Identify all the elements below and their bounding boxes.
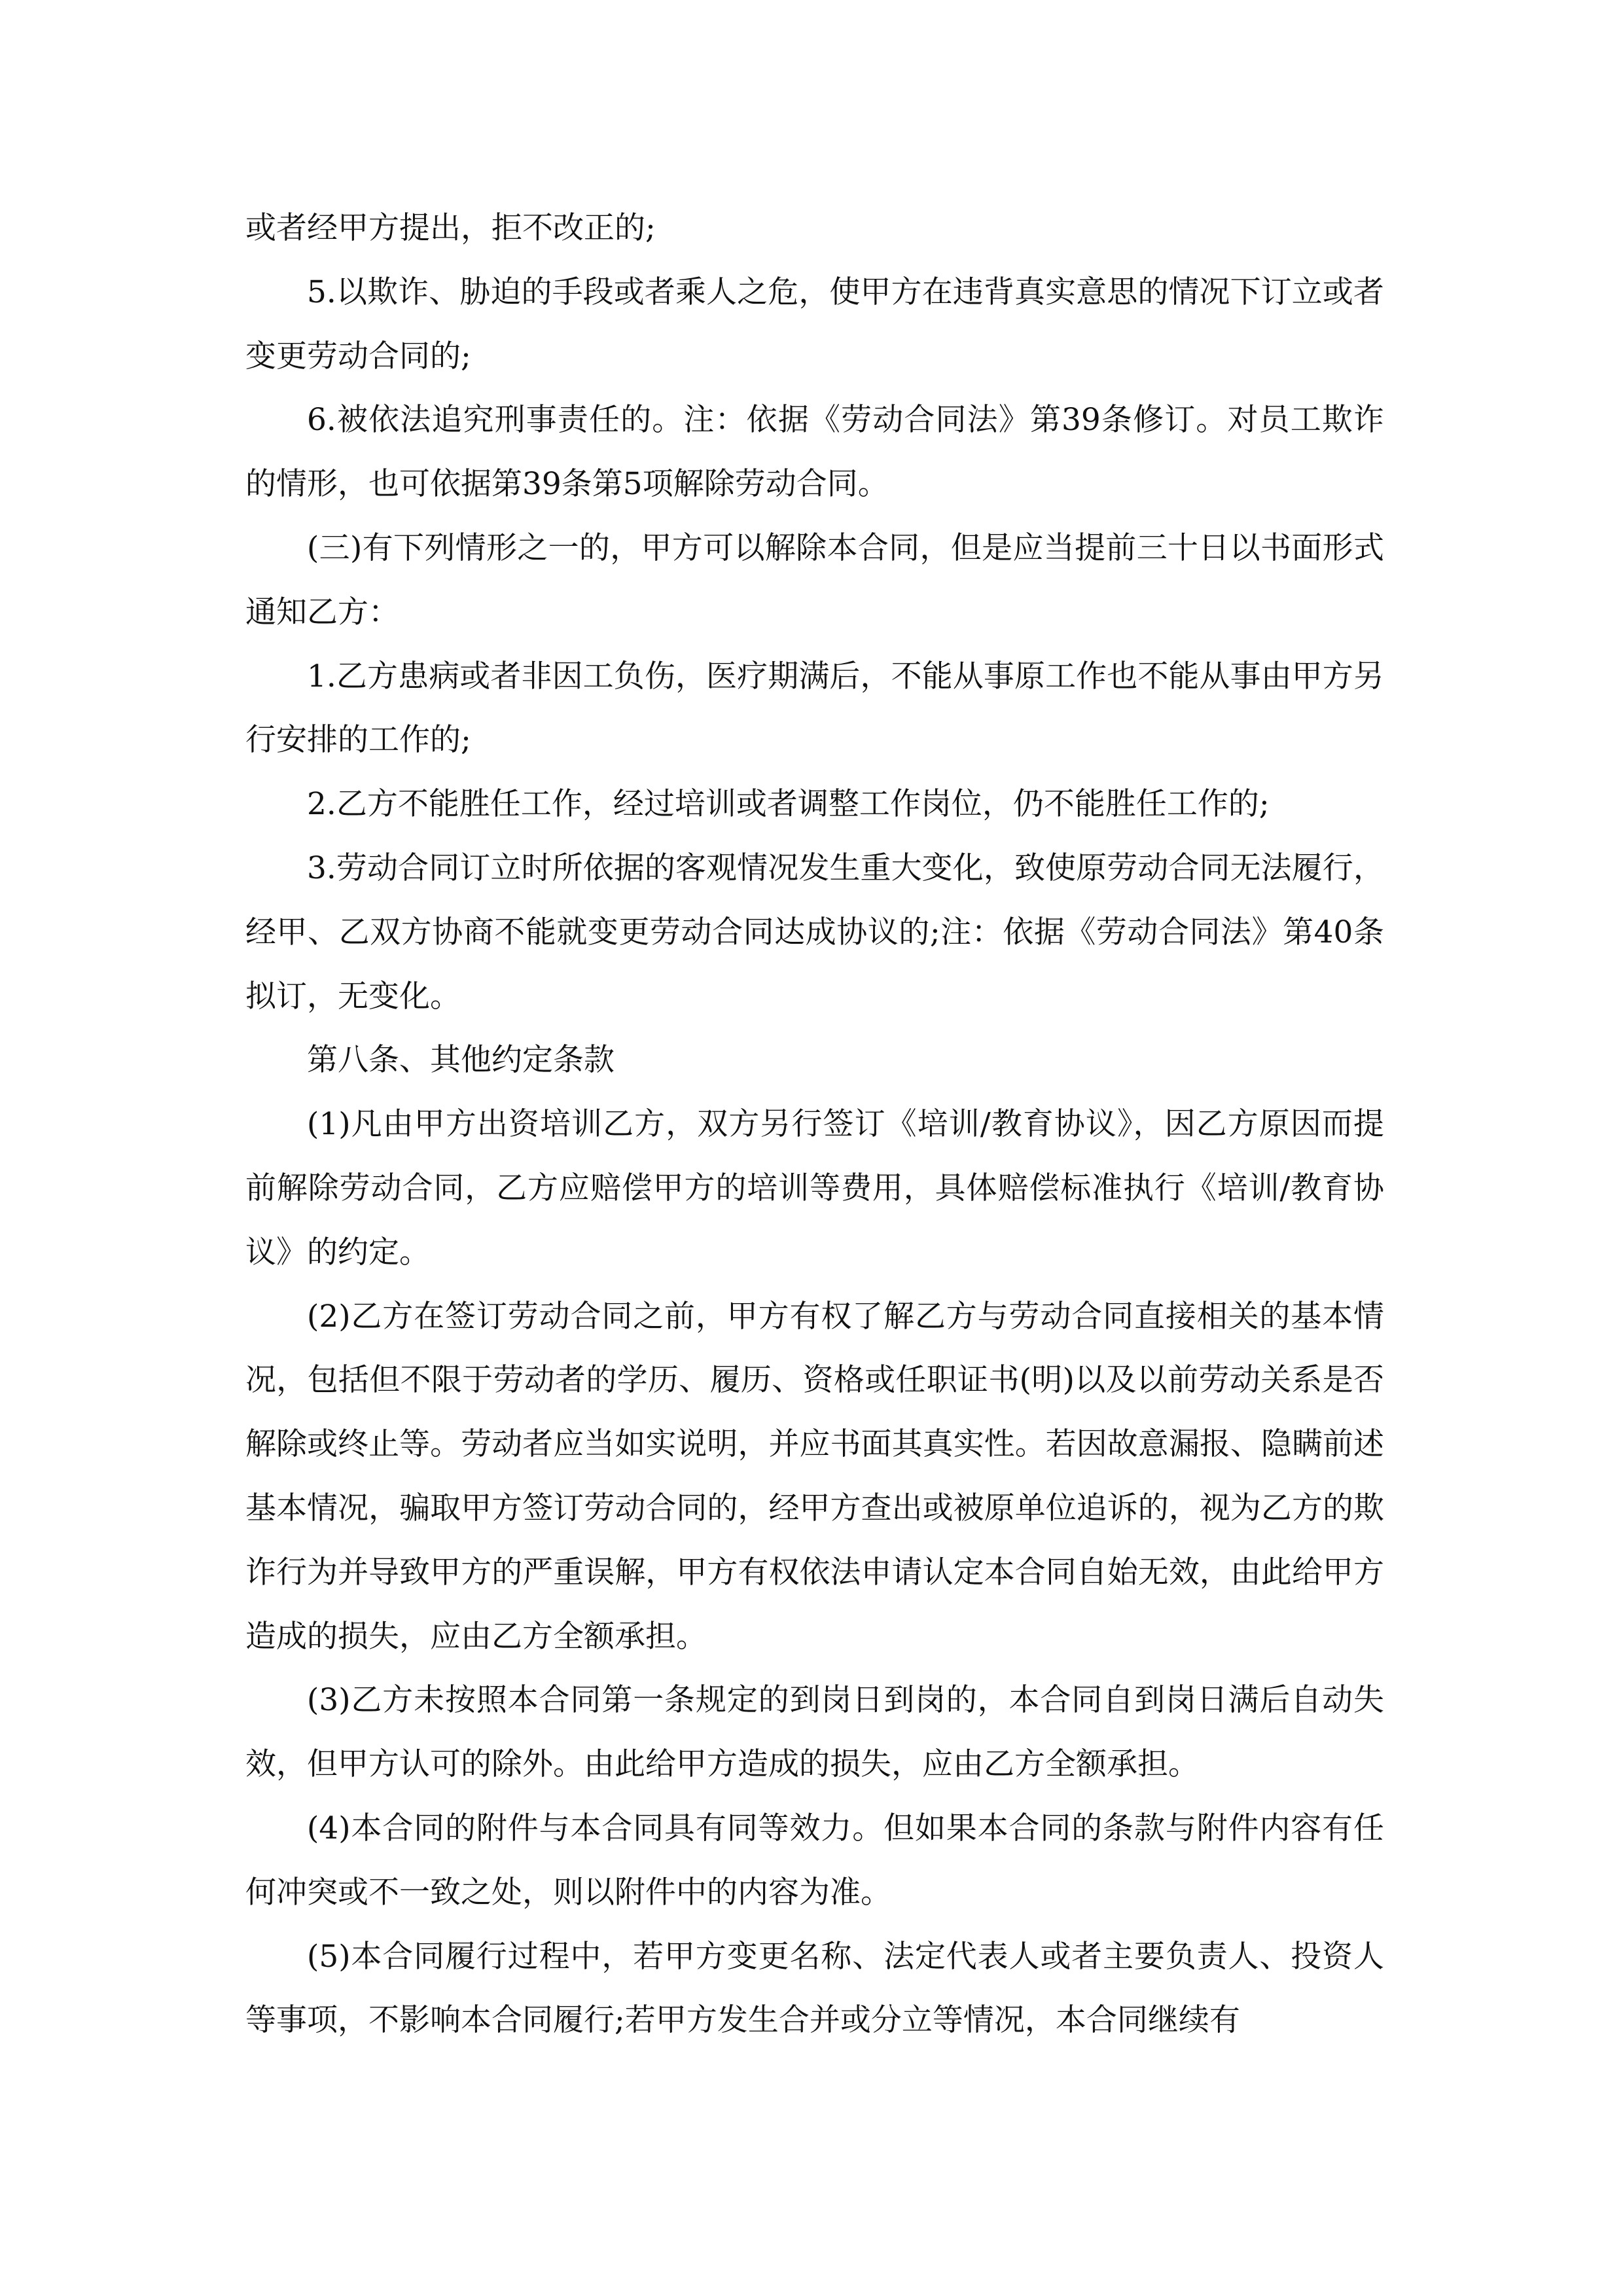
paragraph-continuation: 或者经甲方提出，拒不改正的; — [245, 210, 656, 246]
clause-1: (1)凡由甲方出资培训乙方，双方另行签订《培训/教育协议》，因乙方原因而提前解除劳动合同，乙方应赔偿甲方的培训等费用，具体赔偿标准执行《培训/教育协议》的约定。 — [245, 1106, 1384, 1270]
article-8-heading: 第八条、其他约定条款 — [307, 1042, 615, 1079]
document-body — [245, 196, 1384, 2053]
paragraph-sub-item-2: 2.乙方不能胜任工作，经过培训或者调整工作岗位，仍不能胜任工作的; — [307, 786, 1270, 823]
paragraph-item-5: 5.以欺诈、胁迫的手段或者乘人之危，使甲方在违背真实意思的情况下订立或者变更劳动合同的; — [245, 274, 1384, 374]
clause-4: (4)本合同的附件与本合同具有同等效力。但如果本合同的条款与附件内容有任何冲突或不一致之处，则以附件中的内容为准。 — [245, 1810, 1384, 1910]
paragraph-item-6: 6.被依法追究刑事责任的。注：依据《劳动合同法》第39条修订。对员工欺诈的情形，也可依据第39条第5项解除劳动合同。 — [245, 402, 1384, 503]
paragraph-sub-item-1: 1.乙方患病或者非因工负伤，医疗期满后，不能从事原工作也不能从事由甲方另行安排的工作的; — [245, 658, 1384, 759]
clause-3: (3)乙方未按照本合同第一条规定的到岗日到岗的，本合同自到岗日满后自动失效，但甲方认可的除外。由此给甲方造成的损失，应由乙方全额承担。 — [245, 1682, 1384, 1783]
paragraph-section-3: (三)有下列情形之一的，甲方可以解除本合同，但是应当提前三十日以书面形式通知乙方： — [245, 529, 1384, 630]
clause-2: (2)乙方在签订劳动合同之前，甲方有权了解乙方与劳动合同直接相关的基本情况，包括但不限于劳动者的学历、履历、资格或任职证书(明)以及以前劳动关系是否解除或终止等。劳动者应当如实说明，并应书面其真实性。若因故意漏报、隐瞒前述基本情况，骗取甲方签订劳动合同的，经甲方查出或被原单位追诉的，视为乙方的欺诈行为并导致甲方的严重误解，甲方有权依法申请认定本合同自始无效，由此给甲方造成的损失，应由乙方全额承担。 — [245, 1298, 1384, 1655]
paragraph-sub-item-3: 3.劳动合同订立时所依据的客观情况发生重大变化，致使原劳动合同无法履行，经甲、乙双方协商不能就变更劳动合同达成协议的;注：依据《劳动合同法》第40条拟订，无变化。 — [245, 850, 1384, 1014]
clause-5: (5)本合同履行过程中，若甲方变更名称、法定代表人或者主要负责人、投资人等事项，不影响本合同履行;若甲方发生合并或分立等情况，本合同继续有 — [245, 1938, 1384, 2039]
